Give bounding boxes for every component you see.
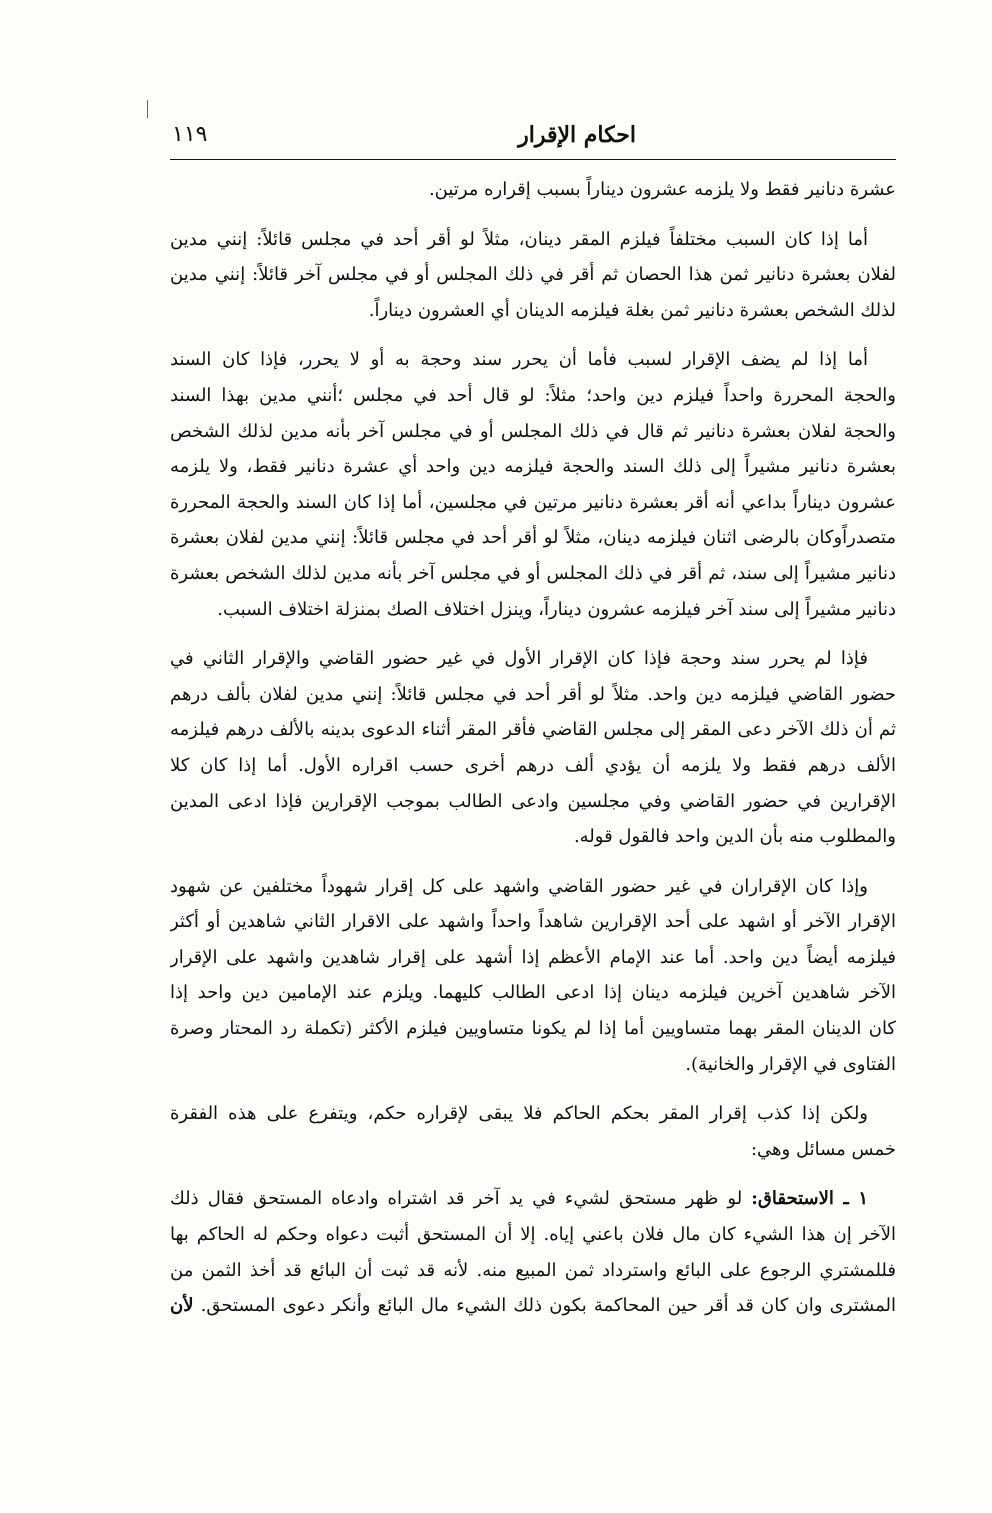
- text-line: الإقرار الآخر أو اشهد على أحد الإقرارين شاهداً واحداً واشهد على الاقرار الثاني شاهدين أو أكثر: [170, 911, 896, 933]
- text-line: فيلزمه أيضاً دين واحد. أما عند الإمام الأعظم إذا أشهد على إقرار شاهدين واشهد على الإقرار: [170, 946, 896, 968]
- text-line: والحجة لفلان بعشرة دنانير ثم قال في ذلك المجلس أو في مجلس آخر بأنه مدين لذلك الشخص: [170, 420, 896, 442]
- text-line: فللمشتري الرجوع على البائع واسترداد ثمن المبيع منه. لأنه قد ثبت أن البائع قد أخذ الثمن من: [170, 1259, 896, 1281]
- text-line: حضور القاضي فيلزمه دين واحد. مثلاً لو أقر أحد في مجلس قائلاً: إنني مدين لفلان بألف درهم: [170, 683, 896, 705]
- paragraph: [170, 869, 896, 1083]
- text-line: دنانير مشيراً إلى سند آخر فيلزمه عشرون ديناراً، وينزل اختلاف الصك بمنزلة اختلاف السبب.: [217, 598, 896, 620]
- text-line: [170, 1288, 896, 1324]
- page-body: [170, 172, 896, 1324]
- text-line: الفتاوى في الإقرار والخانية).: [685, 1053, 896, 1075]
- paragraph: [170, 641, 896, 855]
- text-line: أما إذا لم يضف الإقرار لسبب فأما أن يحرر سند وحجة به أو لا يحرر، فإذا كان السند: [170, 349, 868, 371]
- header-title: احكام الإقرار: [518, 122, 636, 148]
- header-rule: [170, 159, 896, 160]
- paragraph: [170, 342, 896, 627]
- text-line: والمطلوب منه بأن الدين واحد فالقول قوله.: [573, 826, 896, 848]
- paragraph: [170, 1096, 896, 1167]
- margin-mark: [147, 100, 148, 118]
- text-run: لو ظهر مستحق لشيء في يد آخر قد اشتراه وادعاه المستحق فقال ذلك: [170, 1188, 752, 1210]
- text-line: الآخر إن هذا الشيء كان مال فلان باعني إياه. إلا أن المستحق أثبت دعواه وحكم له الحاكم بها: [170, 1224, 896, 1246]
- text-line: الألف درهم فقط ولا يلزمه أن يؤدي ألف درهم أخرى حسب اقراره الأول. أما إذا كان كلا: [170, 754, 896, 776]
- text-line: ولكن إذا كذب إقرار المقر بحكم الحاكم فلا يبقى لإقراره حكم، ويتفرع على هذه الفقرة: [170, 1103, 868, 1125]
- text-line: ثم أن ذلك الآخر دعى المقر إلى مجلس القاضي فأقر المقر أثناء الدعوى بدينه بالألف درهم فيلزمه: [170, 719, 896, 741]
- text-run: المشترى وان كان قد أقر حين المحاكمة بكون ذلك الشيء مال البائع وأنكر دعوى المستحق.: [200, 1295, 896, 1317]
- text-line: خمس مسائل وهي:: [750, 1138, 896, 1160]
- text-line: وإذا كان الإقراران في غير حضور القاضي واشهد على كل إقرار شهوداً مختلفين عن شهود: [170, 875, 868, 897]
- paragraph: [170, 222, 896, 329]
- section-term: ١ ـ الاستحقاق:: [751, 1188, 869, 1210]
- paragraph: [170, 1181, 896, 1323]
- text-line: كان الدينان المقر بهما متساويين أما إذا لم يكونا متساويين فيلزم الأكثر (تكملة رد المحتار وصرة: [170, 1018, 896, 1040]
- text-line: عشرة دنانير فقط ولا يلزمه عشرون ديناراً بسبب إقراره مرتين.: [428, 179, 896, 200]
- text-line: الإقرارين في حضور القاضي وفي مجلسين وادعى الطالب بموجب الإقرارين فإذا ادعى المدين: [170, 790, 896, 812]
- text-line: أما إذا كان السبب مختلفاً فيلزم المقر دينان، مثلاً لو أقر أحد في مجلس قائلاً: إنني مدين: [170, 228, 868, 250]
- text-line: والحجة المحررة واحداً فيلزم دين واحد؛ مثلاً: لو قال أحد في مجلس ؛أنني مدين بهذا السند: [170, 384, 896, 406]
- paragraph: [170, 172, 896, 208]
- text-line: فإذا لم يحرر سند وحجة فإذا كان الإقرار الأول في غير حضور القاضي والإقرار الثاني في: [170, 648, 868, 670]
- page-number: ١١٩: [172, 122, 208, 147]
- running-header: [172, 122, 894, 160]
- text-line: عشرون ديناراً بداعي أنه أقر بعشرة دنانير مرتين في مجلسين، أما إذا كان السند والحجة المحررة: [170, 491, 896, 513]
- text-line: لفلان بعشرة دنانير ثمن هذا الحصان ثم أقر في ذلك المجلس أو في مجلس آخر قائلاً: إنني مدين: [170, 264, 896, 286]
- text-line: [170, 1181, 896, 1217]
- text-line: متصدراًوكان بالرضى اثنان فيلزمه دينان، مثلاً لو أقر أحد في مجلس قائلاً: إنني مدين لفلان بعشرة: [170, 527, 896, 549]
- continuation-word: لأن: [170, 1295, 194, 1317]
- text-line: دنانير مشيراً إلى سند، ثم أقر في ذلك المجلس أو في مجلس آخر بأنه مدين لذلك الشخص بعشرة: [170, 562, 896, 584]
- text-line: لذلك الشخص بعشرة دنانير ثمن بغلة فيلزمه الدينان أي العشرون ديناراً.: [368, 299, 896, 321]
- text-line: الآخر شاهدين آخرين فيلزمه دينان إذا ادعى الطالب كليهما. ويلزم عند الإمامين دين واحد إذا: [170, 982, 896, 1004]
- text-line: بعشرة دنانير مشيراً إلى ذلك السند والحجة فيلزمه دين واحد أي عشرة دنانير فقط، ولا يلزمه: [170, 456, 896, 478]
